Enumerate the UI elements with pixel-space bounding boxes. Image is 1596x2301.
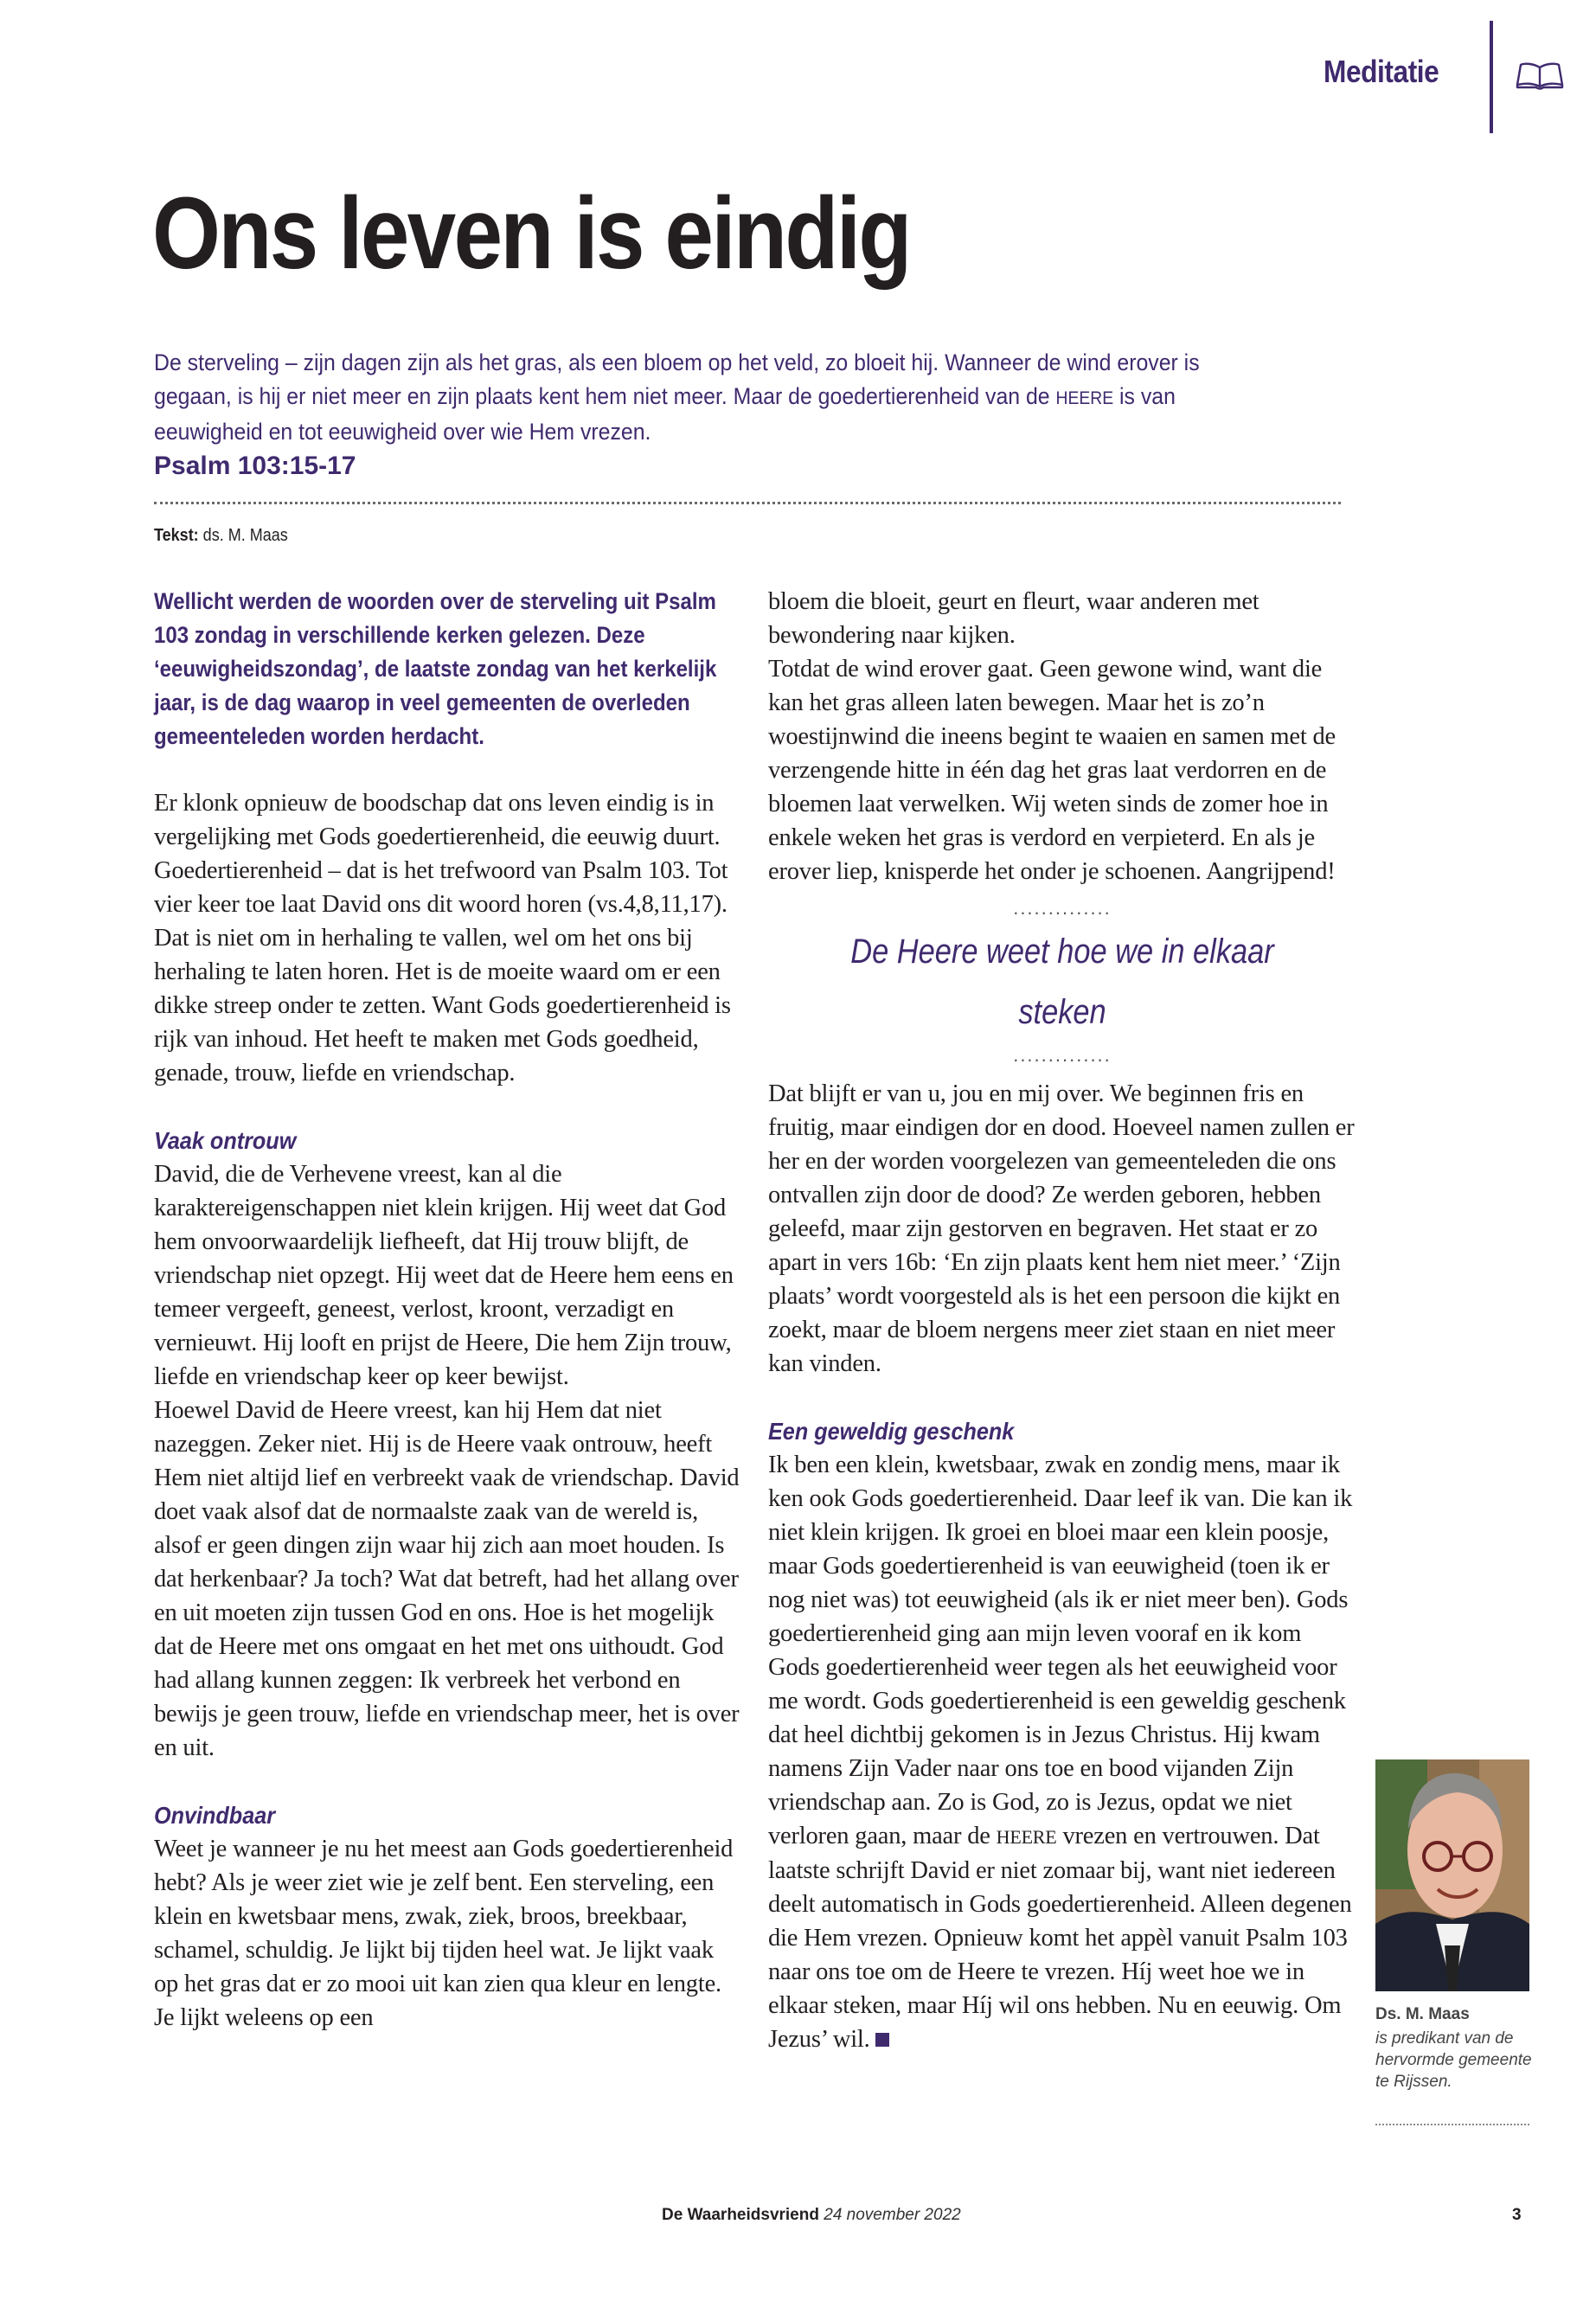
pull-quote-dots-bottom: .............. (1013, 1044, 1112, 1066)
byline-author: ds. M. Maas (202, 526, 288, 545)
verse-text: De sterveling – zijn dagen zijn als het gras, als een bloem op het veld, zo bloeit hij. Wanneer de wind erover is gegaan, is hij er niet meer en zijn plaats kent hem niet meer. Maar de goedertierenheid van de (154, 349, 1200, 409)
body-paragraph: Er klonk opnieuw de boodschap dat ons leven eindig is in vergelijking met Gods goedertierenheid, die eeuwig duurt. (154, 790, 721, 850)
verse-small-caps: HEERE (1055, 388, 1114, 408)
body-paragraph: bloem die bloeit, geurt en fleurt, waar anderen met bewondering naar kijken. (768, 588, 1259, 649)
pull-quote-dots-top: .............. (1013, 897, 1112, 919)
header-divider (1490, 21, 1493, 133)
page-title: Ons leven is eindig (152, 176, 910, 291)
right-column (768, 585, 1356, 2056)
body-paragraph: Dat blijft er van u, jou en mij over. We beginnen fris en fruitig, maar eindigen dor en dood. Hoeveel namen zullen er her en der worden voorgelezen van gemeenteleden die ons ontvallen zijn door de dood? Ze werden geboren, hebben geleefd, maar zijn gestorven en begraven. Het staat er zo apart in vers 16b: ‘En zijn plaats kent hem niet meer.’ ‘Zijn plaats’ wordt voorgesteld als is het een persoon die kijkt en zoekt, maar de bloem nergens meer ziet staan en niet meer kan vinden. (768, 1080, 1355, 1377)
subheading-een-geweldig-geschenk: Een geweldig geschenk (768, 1418, 1015, 1445)
author-divider (1375, 2124, 1529, 2125)
body-text: Ik ben een klein, kwetsbaar, zwak en zondig mens, maar ik ken ook Gods goedertierenheid. Daar leef ik van. Die kan ik niet klein krijgen. Ik groei en bloei maar een klein poosje, maar Gods goedertierenheid is van eeuwigheid (toen ik er nog niet was) tot eeuwigheid (als ik er niet meer ben). Gods goedertierenheid ging aan mijn leven vooraf en ik kom Gods goedertierenheid weer tegen als het eeuwigheid voor me wordt. Gods goedertierenheid is een geweldig geschenk dat heel dichtbij gekomen is in Jezus Christus. Hij kwam namens Zijn Vader naar ons toe en bood vijanden Zijn vriendschap aan. Zo is God, zo is Jezus, opdat we niet verloren gaan, maar de (768, 1452, 1353, 1849)
author-photo (1375, 1759, 1529, 1991)
page-number: 3 (1512, 2206, 1522, 2224)
author-name: Ds. M. Maas (1375, 2005, 1470, 2023)
open-book-icon (1516, 61, 1564, 92)
section-label: Meditatie (1324, 54, 1439, 89)
body-paragraph (768, 1448, 1356, 2056)
lead-paragraph: Wellicht werden de woorden over de sterveling uit Psalm 103 zondag in verschillende kerken gelezen. Deze ‘eeuwigheidszondag’, de laatste zondag van het kerkelijk jaar, is de dag waarop in veel gemeenten de overleden gemeenteleden worden herdacht. (154, 588, 717, 749)
body-paragraph: Goedertierenheid – dat is het trefwoord van Psalm 103. Tot vier keer toe laat David ons dit woord horen (vs.4,8,11,17). Dat is niet om in herhaling te vallen, wel om het ons bij herhaling te laten horen. Het is de moeite waard om er een dikke streep onder te zetten. Want Gods goedertierenheid is rijk van inhoud. Het heeft te maken met Gods goedheid, genade, trouw, liefde en vriendschap. (154, 857, 731, 1086)
pull-quote-block (768, 899, 1356, 1065)
small-caps-heere: HEERE (996, 1826, 1057, 1848)
verse-reference: Psalm 103:15-17 (154, 452, 356, 480)
body-paragraph: Totdat de wind erover gaat. Geen gewone wind, want die kan het gras alleen laten bewegen. Maar het is zo’n woestijnwind die ineens begint te waaien en samen met de verzengende hitte in één dag het gras laat verdorren en de bloemen laat verwelken. Wij weten sinds de zomer hoe in enkele weken het gras is verdord en verpieterd. En als je erover liep, knisperde het onder je schoenen. Aangrijpend! (768, 656, 1336, 885)
verse-quote (154, 346, 1253, 449)
subheading-vaak-ontrouw: Vaak ontrouw (154, 1127, 297, 1154)
publication-name: De Waarheidsvriend (662, 2206, 819, 2224)
body-paragraph: David, die de Verhevene vreest, kan al die karaktereigenschappen niet klein krijgen. Hij weet dat God hem onvoorwaardelijk liefheeft, dat Hij trouw blijft, de vriendschap niet opzegt. Hij weet dat de Heere hem eens en temeer vergeeft, geneest, verlost, kroont, verzadigt en vernieuwt. Hij looft en prijst de Heere, Die hem Zijn trouw, liefde en vriendschap keer op keer bewijst. (154, 1161, 734, 1390)
author-description: is predikant van de hervormde gemeente te Rijssen. (1375, 2029, 1532, 2091)
byline-label: Tekst: (154, 526, 199, 545)
dotted-divider (154, 502, 1341, 504)
pull-quote: De Heere weet hoe we in elkaar steken (850, 933, 1274, 1031)
byline (154, 526, 288, 546)
body-paragraph: Weet je wanneer je nu het meest aan Gods goedertierenheid hebt? Als je weer ziet wie je zelf bent. Een sterveling, een klein en kwetsbaar mens, zwak, ziek, broos, breekbaar, schamel, schuldig. Je lijkt bij tijden heel wat. Je lijkt vaak op het gras dat er zo mooi uit kan zien qua kleur en lengte. Je lijkt weleens op een (154, 1836, 734, 2031)
body-text-cont: vrezen en vertrouwen. Dat laatste schrijft David er niet zomaar bij, want niet iedereen deelt automatisch in Gods goedertierenheid. Alleen degenen die Hem vrezen. Opnieuw komt het appèl vanuit Psalm 103 naar ons toe om de Heere te vrezen. Híj weet hoe we in elkaar steken, maar Híj wil ons hebben. Nu en eeuwig. Om Jezus’ wil. (768, 1823, 1352, 2053)
subheading-onvindbaar: Onvindbaar (154, 1802, 276, 1829)
footer (662, 2206, 961, 2225)
end-of-article-mark (875, 2033, 889, 2047)
publication-date: 24 november 2022 (824, 2206, 961, 2224)
body-paragraph: Hoewel David de Heere vreest, kan hij Hem dat niet nazeggen. Zeker niet. Hij is de Heere vaak ontrouw, heeft Hem niet altijd lief en verbreekt vaak de vriendschap. David doet vaak alsof dat de normaalste zaak van de wereld is, alsof er geen dingen zijn waar hij zich aan moet houden. Is dat herkenbaar? Ja toch? Wat dat betreft, had het allang over en uit moeten zijn tussen God en ons. Hoe is het mogelijk dat de Heere met ons omgaat en het met ons uithoudt. God had allang kunnen zeggen: Ik verbreek het verbond en bewijs je geen trouw, liefde en vriendschap meer, het is over en uit. (154, 1397, 740, 1761)
left-column (154, 585, 742, 2035)
verse-text-cont: is van eeuwigheid en tot eeuwigheid over wie Hem vrezen. (154, 383, 1176, 445)
